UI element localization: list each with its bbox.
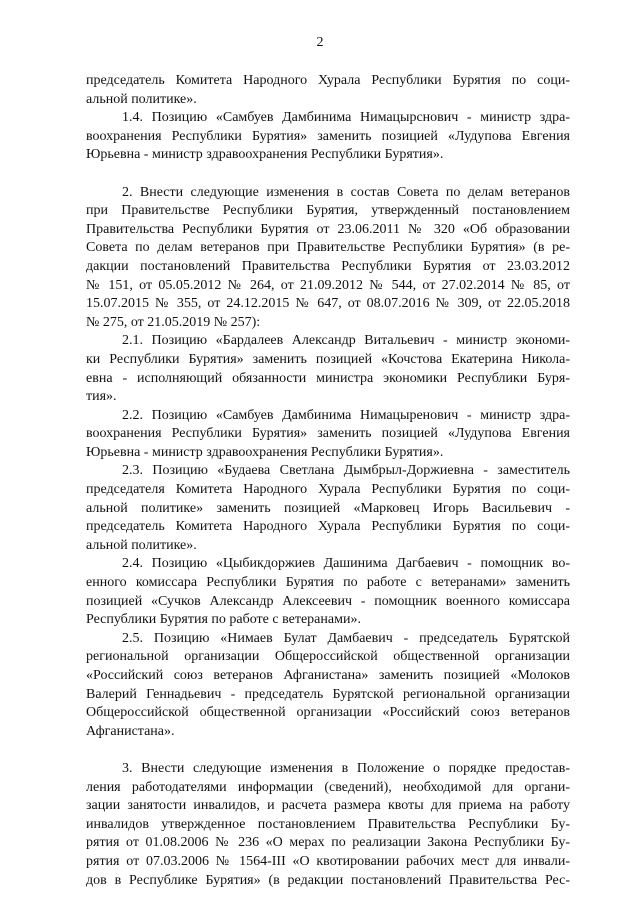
text-line: Валерий Геннадьевич - председатель Бурятской региональной организации [86,686,570,702]
text-line: Юрьевна - министр здравоохранения Республики Бурятия». [86,147,444,163]
paragraph-p-2-4 [86,555,570,629]
text-line: рятия от 01.08.2006 № 236 «О мерах по реализации Закона Республики Бу- [86,835,570,851]
text-line: Республики Бурятия по работе с ветеранами». [86,612,361,628]
text-line: при Правительстве Республики Бурятия, утвержденный постановлением [86,203,570,219]
paragraph-p-3 [86,760,570,890]
text-line: региональной организации Общероссийской общественной организации [86,649,570,665]
text-line: воохранения Республики Бурятия» заменить позицией «Лудупова Евгения [86,426,570,442]
text-line: № 275, от 21.05.2019 № 257): [86,314,261,330]
text-line: Афганистана». [86,723,175,739]
text-line: тия». [86,389,117,405]
text-line: инвалидов утвержденное постановлением Правительства Республики Бу- [86,816,570,832]
text-line: енного комиссара Республики Бурятия по работе с ветеранами» заменить [86,575,570,591]
text-line: Общероссийской общественной организации «Российский союз ветеранов [86,705,570,721]
document-body [86,72,570,890]
text-line: № 151, от 05.05.2012 № 264, от 21.09.2012 № 544, от 27.02.2014 № 85, от [86,277,570,293]
text-line: ления работодателями информации (сведений), необходимой для органи- [86,779,570,795]
text-line: зации занятости инвалидов, и расчета размера квоты для приема на работу [86,798,570,814]
text-line: дакции постановлений Правительства Республики Бурятия от 23.03.2012 [86,258,570,274]
text-line: «Российский союз ветеранов Афганистана» заменить позицией «Молоков [86,668,570,683]
text-line: 2.4. Позицию «Цыбикдоржиев Дашинима Дагбаевич - помощник во- [122,556,570,572]
text-line: альной политике». [86,537,197,553]
text-line: 2.2. Позицию «Самбуев Дамбинима Нимацыренович - министр здра- [122,407,570,423]
paragraph-spacer [86,165,570,184]
text-line: председатель Комитета Народного Хурала Республики Бурятия по соци- [86,73,570,88]
text-line: позицией «Сучков Александр Алексеевич - помощник военного комиссара [86,593,570,609]
paragraph-p-2-3 [86,462,570,555]
text-line: председателя Комитета Народного Хурала Республики Бурятия по соци- [86,482,570,498]
text-line: Совета по делам ветеранов при Правительстве Республики Бурятия» (в ре- [86,240,570,256]
paragraph-p-2-2 [86,407,570,463]
text-line: рятия от 07.03.2006 № 1564-III «О квотировании рабочих мест для инвали- [86,853,570,869]
text-line: 15.07.2015 № 355, от 24.12.2015 № 647, от 08.07.2016 № 309, от 22.05.2018 [86,296,570,312]
text-line: 1.4. Позицию «Самбуев Дамбинима Нимацырснович - министр здра- [122,110,570,126]
text-line: 2.5. Позицию «Нимаев Булат Дамбаевич - председатель Бурятской [122,630,570,646]
text-line: председатель Комитета Народного Хурала Республики Бурятия по соци- [86,519,570,535]
paragraph-p-2-5 [86,630,570,742]
text-line: 2.1. Позицию «Бардалеев Александр Витальевич - министр экономи- [122,333,570,349]
text-line: Юрьевна - министр здравоохранения Республики Бурятия». [86,444,444,460]
text-line: Правительства Республики Бурятия от 23.06.2011 № 320 «Об образовании [86,221,570,237]
text-line: альной политике». [86,91,197,107]
text-line: воохранения Республики Бурятия» заменить позицией «Лудупова Евгения [86,128,570,144]
text-line: евна - исполняющий обязанности министра экономики Республики Буря- [86,370,570,386]
text-line: 2.3. Позицию «Будаева Светлана Дымбрыл-Доржиевна - заместитель [122,463,570,479]
paragraph-p-2 [86,184,570,333]
paragraph-p-cont [86,72,570,109]
text-line: альной политике» заменить позицией «Марковец Игорь Васильевич - [86,500,570,516]
text-line: 3. Внести следующие изменения в Положение о порядке предостав- [122,760,570,776]
text-line: дов в Республике Бурятия» (в редакции постановлений Правительства Рес- [86,872,570,888]
page-number: 2 [316,35,324,50]
text-line: ки Республики Бурятия» заменить позицией «Кочстова Екатерина Никола- [86,351,570,367]
paragraph-p-2-1 [86,332,570,406]
paragraph-spacer [86,741,570,760]
text-line: 2. Внести следующие изменения в состав Совета по делам ветеранов [122,184,570,200]
paragraph-p-1-4 [86,109,570,165]
